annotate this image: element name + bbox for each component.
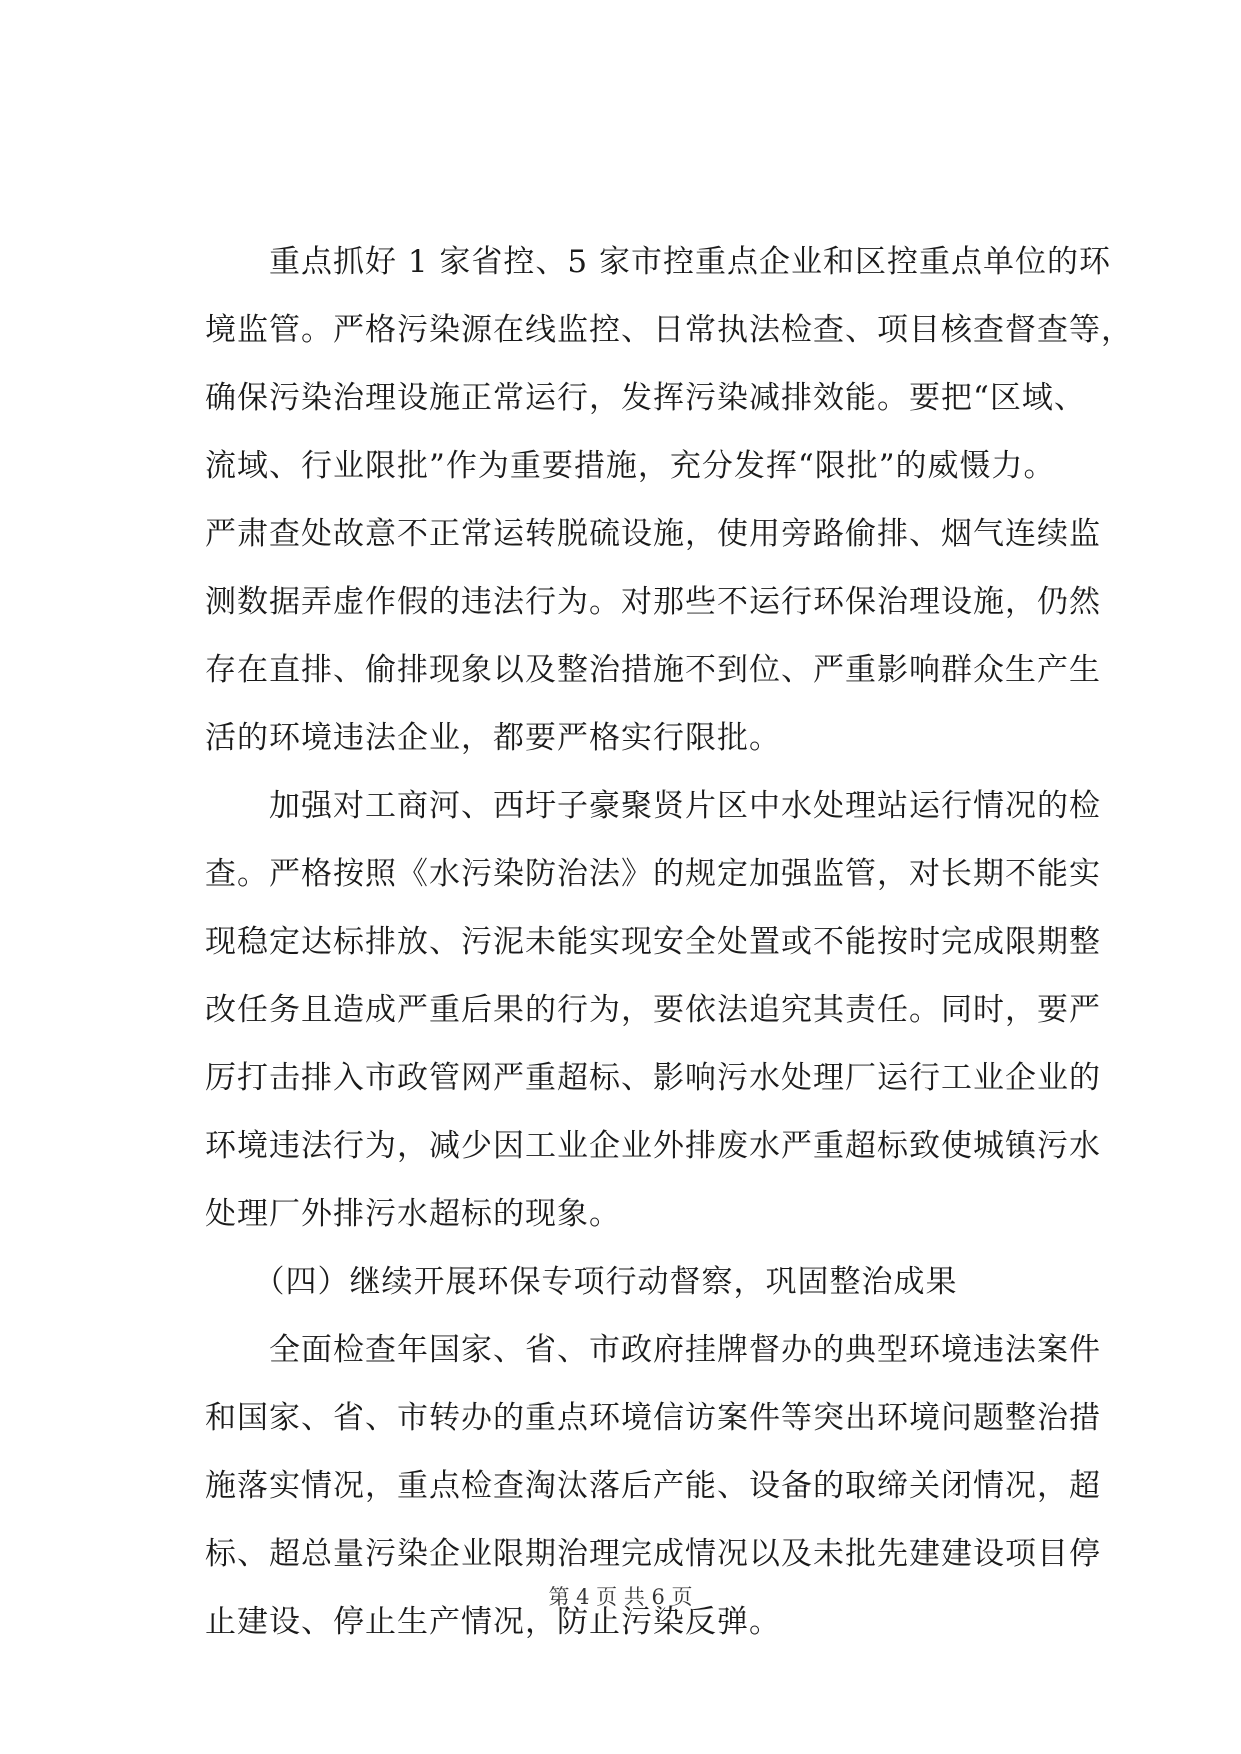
text-line: 活的环境违法企业，都要严格实行限批。	[205, 720, 781, 756]
section-heading: （四）继续开展环保专项行动督察，巩固整治成果	[205, 1264, 958, 1300]
text-line: 境监管。严格污染源在线监控、日常执法检查、项目核查督查等，	[205, 312, 1133, 348]
text-line: 测数据弄虚作假的违法行为。对那些不运行环保治理设施，仍然	[205, 584, 1101, 620]
text-line: 严肃查处故意不正常运转脱硫设施，使用旁路偷排、烟气连续监	[205, 516, 1101, 552]
text-line: 现稳定达标排放、污泥未能实现安全处置或不能按时完成限期整	[205, 924, 1101, 960]
text-line: 施落实情况，重点检查淘汰落后产能、设备的取缔关闭情况，超	[205, 1468, 1101, 1504]
text-line: 加强对工商河、西圩子豪聚贤片区中水处理站运行情况的检	[205, 788, 1101, 824]
text-line: 和国家、省、市转办的重点环境信访案件等突出环境问题整治措	[205, 1400, 1101, 1436]
document-body	[205, 228, 1133, 1656]
text-line: 查。严格按照《水污染防治法》的规定加强监管，对长期不能实	[205, 856, 1101, 892]
text-line: 全面检查年国家、省、市政府挂牌督办的典型环境违法案件	[205, 1332, 1101, 1368]
text-line: 重点抓好 1 家省控、5 家市控重点企业和区控重点单位的环	[205, 244, 1112, 280]
text-line: 流域、行业限批”作为重要措施，充分发挥“限批”的威慑力。	[205, 448, 1056, 484]
text-line: 改任务且造成严重后果的行为，要依法追究其责任。同时，要严	[205, 992, 1101, 1028]
text-line: 厉打击排入市政管网严重超标、影响污水处理厂运行工业企业的	[205, 1060, 1101, 1096]
text-line: 确保污染治理设施正常运行，发挥污染减排效能。要把“区域、	[205, 380, 1086, 416]
text-line: 处理厂外排污水超标的现象。	[205, 1196, 621, 1232]
text-line: 标、超总量污染企业限期治理完成情况以及未批先建建设项目停	[205, 1536, 1101, 1572]
page-number: 第 4 页 共 6 页	[548, 1585, 693, 1609]
text-line: 止建设、停止生产情况，防止污染反弹。	[205, 1604, 781, 1640]
text-line: 存在直排、偷排现象以及整治措施不到位、严重影响群众生产生	[205, 652, 1101, 688]
text-line: 环境违法行为，减少因工业企业外排废水严重超标致使城镇污水	[205, 1128, 1101, 1164]
